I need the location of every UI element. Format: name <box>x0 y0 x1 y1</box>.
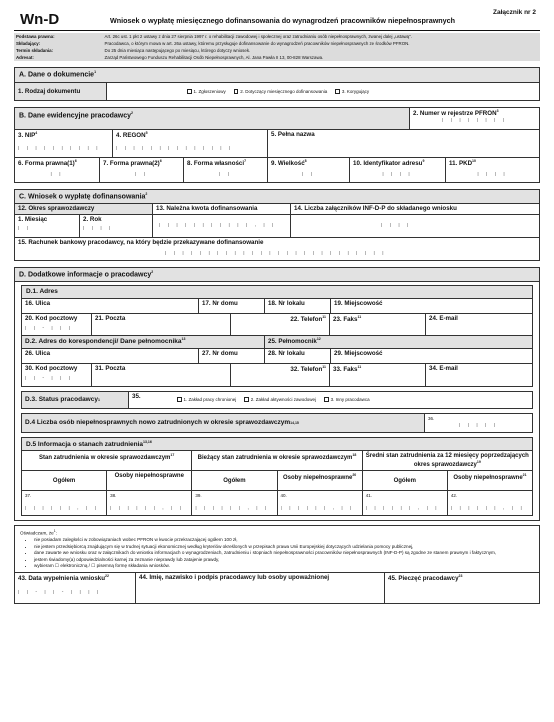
corr-post-office-field[interactable]: 31. Poczta <box>92 364 231 386</box>
section-d-title: D. Dodatkowe informacje o pracodawcy$^2$ <box>15 268 539 282</box>
employment-value-39[interactable]: 39. | | | | | | , | | <box>192 491 277 515</box>
form-code: Wn-D <box>20 10 60 28</box>
declaration-list <box>20 537 534 568</box>
address-block <box>21 285 533 386</box>
checkbox-notification[interactable] <box>187 89 192 94</box>
col-disabled: Osoby niepełnosprawne$^{21}$ <box>453 473 527 482</box>
corr-fax-field[interactable]: 33. Faks$^{11}$ <box>330 364 426 386</box>
group-ongoing: Bieżący stan zatrudnienia w okresie sprawozdawczym$^{18}$ <box>192 451 362 470</box>
section-b-title: B. Dane ewidencyjne pracodawcy$^2$ <box>19 110 133 119</box>
d2-title: D.2. Adres do korespondencji/ Dane pełnomocnika$^{13}$ <box>22 336 265 348</box>
col-total: Ogółem <box>192 471 277 490</box>
year-field[interactable]: 2. Rok | | | | <box>80 215 152 237</box>
pkd-field[interactable]: 11. PKD$^{10}$ | | | | <box>449 158 508 177</box>
pfron-number-field[interactable]: 2. Numer w rejestrze PFRON$^3$ | | | | | | | | <box>409 108 539 129</box>
declaration-item: • nie posiadam zaległości w zobowiązaniach wobec PFRON w kwocie przekraczającej ogółem 100 zł, <box>34 537 534 542</box>
d5-title: D.5 Informacja o stanach zatrudnienia$^{13,16}$ <box>22 438 532 452</box>
bank-account-field[interactable]: 15. Rachunek bankowy pracodawcy, na który będzie przekazywane dofinansowanie | | | | | | | | | | | | | | | | | | | | | | | | | | <box>18 239 387 256</box>
col-total: Ogółem <box>363 471 448 490</box>
declaration-item: • dane zawarte we wniosku oraz w załącznikach do wniosku informacjach o wynagrodzeniach, zatrudnieniu i stopniach niepełnosprawności pracowników niepełnosprawnych (INF-D-P) są zgodne ze stanem prawnym i faktycznym, <box>34 550 534 555</box>
col-disabled: Osoby niepełnosprawne$^{20}$ <box>278 471 363 490</box>
attachments-count-field[interactable]: 14. Liczba załączników INF-D-P do składanego wniosku | | | | <box>291 204 539 237</box>
employment-value-42[interactable]: 42. | | | | | | , | | <box>450 493 525 511</box>
d4-title: D.4 Liczba osób niepełnosprawnych nowo zatrudnionych w okresie sprawozdawczym 14,15 <box>22 414 425 432</box>
checkbox-activity[interactable] <box>244 397 249 402</box>
d1-title: D.1. Adres <box>22 286 532 298</box>
address-id-field[interactable]: 10. Identyfikator adresu$^9$ | | | | <box>350 158 446 182</box>
document-type-label: 1. Rodzaj dokumentu <box>15 83 107 100</box>
declaration-intro: Oświadczam, $że^1$: <box>20 529 57 536</box>
street-field[interactable]: 16. Ulica <box>22 299 199 313</box>
legal-info-table <box>14 33 540 61</box>
phone-field[interactable]: 22. Telefon$^{11}$ <box>231 314 330 335</box>
group-average: Średni stan zatrudnienia za 12 miesięcy poprzedzających okres sprawozdawczy$^{19}$ <box>365 453 529 469</box>
section-a-title: A. Dane o dokumencie$^1$ <box>15 68 539 82</box>
employment-value-41[interactable]: 41. | | | | | | , | | <box>363 491 448 515</box>
checkbox-monthly[interactable] <box>234 89 239 94</box>
info-label: Podstawa prawna: <box>16 34 55 39</box>
due-amount-field[interactable]: 13. Należna kwota dofinansowania | | | | | | | | | | | , | | <box>153 204 291 237</box>
legal-form-1-field[interactable]: 6. Forma $prawna(1)^6$ | | <box>15 158 100 182</box>
post-office-field[interactable]: 21. Poczta <box>92 314 231 335</box>
info-row <box>14 54 540 61</box>
apartment-number-field[interactable]: 18. Nr lokalu <box>265 299 331 313</box>
month-field[interactable]: 1. Miesiąc | | <box>15 215 80 237</box>
corr-phone-field[interactable]: 32. Telefon$^{11}$ <box>231 364 330 386</box>
info-label: Termin składania: <box>16 48 54 54</box>
info-text: Do 25 dnia miesiąca następującego po miesiącu, którego dotyczy wniosek. <box>104 48 251 54</box>
postal-code-field[interactable]: 20. Kod pocztowy | | - | | | <box>22 314 92 335</box>
employer-status-block: D.3. Status pracodawcy 1 35. 1. Zakład pracy chronionej 2. Zakład aktywności zawodowej 3. Inny pracodawca <box>21 391 533 409</box>
new-hires-block <box>21 413 533 433</box>
corr-email-field[interactable]: 34. E-mail <box>429 364 458 372</box>
corr-apartment-number-field[interactable]: 28. Nr lokalu <box>265 349 331 363</box>
status-options: 1. Zakład pracy chronionej 2. Zakład aktywności zawodowej 3. Inny pracodawca <box>177 397 529 402</box>
attorney-field[interactable]: 25. Pełnomocnik$^{12}$ <box>265 336 532 348</box>
stamp-field[interactable]: 45. Pieczęć pracodawcy$^{23}$ <box>388 573 463 582</box>
corr-street-field[interactable]: 26. Ulica <box>22 349 199 363</box>
corr-house-number-field[interactable]: 27. Nr domu <box>199 349 265 363</box>
email-field[interactable]: 24. E-mail <box>429 314 458 322</box>
employment-block <box>21 437 533 517</box>
col-disabled: Osoby niepełnosprawne <box>107 471 192 490</box>
declaration-item: • wybieram ☐ elektroniczną / ☐ pisemną formę składania wniosków. <box>34 563 534 568</box>
form-title: Wniosek o wypłatę miesięcznego dofinansowania do wynagrodzeń pracowników niepełnosprawnych <box>110 15 456 25</box>
corr-postal-code-field[interactable]: 30. Kod pocztowy | | - | | | <box>22 364 92 386</box>
info-row <box>14 33 540 40</box>
document-type-options: 1. Zgłoszeniowy 2. Dotyczący miesięcznego dofinansowania 3. Korygujący <box>107 83 539 100</box>
form-header <box>14 6 540 31</box>
fax-field[interactable]: 23. Faks$^{11}$ <box>330 314 426 335</box>
reporting-period-group: 12. Okres sprawozdawczy 1. Miesiąc | | 2. Rok | | | | <box>15 204 153 237</box>
info-label: Adresat: <box>16 55 34 61</box>
nip-field[interactable]: 3. NIP$^4$ | | | | | | | | | | <box>15 130 113 157</box>
info-text: Zarząd Państwowego Funduszu Rehabilitacji Osób Niepełnosprawnych, Al. Jana Pawła II 13, 00-828 Warszawa. <box>104 55 324 61</box>
checkbox-other[interactable] <box>324 397 329 402</box>
employment-value-38[interactable]: 38. | | | | | | , | | <box>107 491 192 515</box>
ownership-form-field[interactable]: 8. Forma własności$^7$ | | <box>184 158 268 182</box>
declaration-item: • jestem świadomy(a) odpowiedzialności karnej za zeznanie nieprawdy lub zatajenie prawdy, <box>34 557 534 562</box>
size-field[interactable]: 9. Wielkość$^8$ | | <box>268 158 350 182</box>
declaration-block <box>14 525 540 603</box>
declaration-item: • nie jestem przedsiębiorcą znajdującym się w trudnej sytuacji ekonomicznej według kryteriów określonych w przepisach prawa Unii Europejskiej dotyczących udzielania pomocy publicznej, <box>34 544 534 549</box>
section-c <box>14 189 540 261</box>
checkbox-sheltered[interactable] <box>177 397 182 402</box>
section-b <box>14 107 540 183</box>
house-number-field[interactable]: 17. Nr domu <box>199 299 265 313</box>
regon-field[interactable]: 4. REGON$^5$ | | | | | | | | | | | | | | <box>113 130 268 157</box>
employment-value-40[interactable]: 40. | | | | | | , | | <box>278 491 363 515</box>
attachment-label: Załącznik nr 2 <box>493 9 536 16</box>
group-current: Stan zatrudnienia w okresie sprawozdawczym$^{17}$ <box>22 451 192 470</box>
corr-city-field[interactable]: 29. Miejscowość <box>334 349 383 357</box>
col-total: Ogółem <box>22 471 107 490</box>
full-name-field[interactable]: 5. Pełna nazwa <box>271 130 315 138</box>
info-text: Art. 26c ust. 1 pkt 2 ustawy z dnia 27 sierpnia 1997 r. o rehabilitacji zawodowej i społecznej oraz zatrudnianiu osób niepełnosprawnych, zwanej dalej „ustawą”. <box>104 34 412 39</box>
section-a <box>14 67 540 100</box>
section-c-title: C. Wniosek o wypłatę dofinansowania$^2$ <box>15 190 539 204</box>
info-label: Składający: <box>16 41 41 47</box>
info-text: Pracodawca, o którym mowa w art. 26a ustawy, któremu przysługuje dofinansowanie do wynagrodzeń pracowników niepełnosprawnych ze środków PFRON. <box>104 41 410 47</box>
employment-value-37[interactable]: 37. | | | | | | , | | <box>22 491 107 515</box>
fill-date-field[interactable]: 43. Data wypełnienia wniosku$^{22}$ | | - | | - | | | | <box>15 573 136 603</box>
new-hires-field[interactable]: 36. | | | | | <box>428 415 499 428</box>
legal-form-2-field[interactable]: 7. Forma $prawna(2)^6$ | | <box>100 158 184 182</box>
d3-title: D.3. Status pracodawcy 1 <box>22 392 129 408</box>
city-field[interactable]: 19. Miejscowość <box>334 299 383 307</box>
checkbox-correcting[interactable] <box>335 89 340 94</box>
signature-field[interactable]: 44. Imię, nazwisko i podpis pracodawcy lub osoby upoważnionej <box>136 573 385 603</box>
info-row <box>14 47 540 54</box>
info-row <box>14 40 540 47</box>
section-d <box>14 267 540 521</box>
